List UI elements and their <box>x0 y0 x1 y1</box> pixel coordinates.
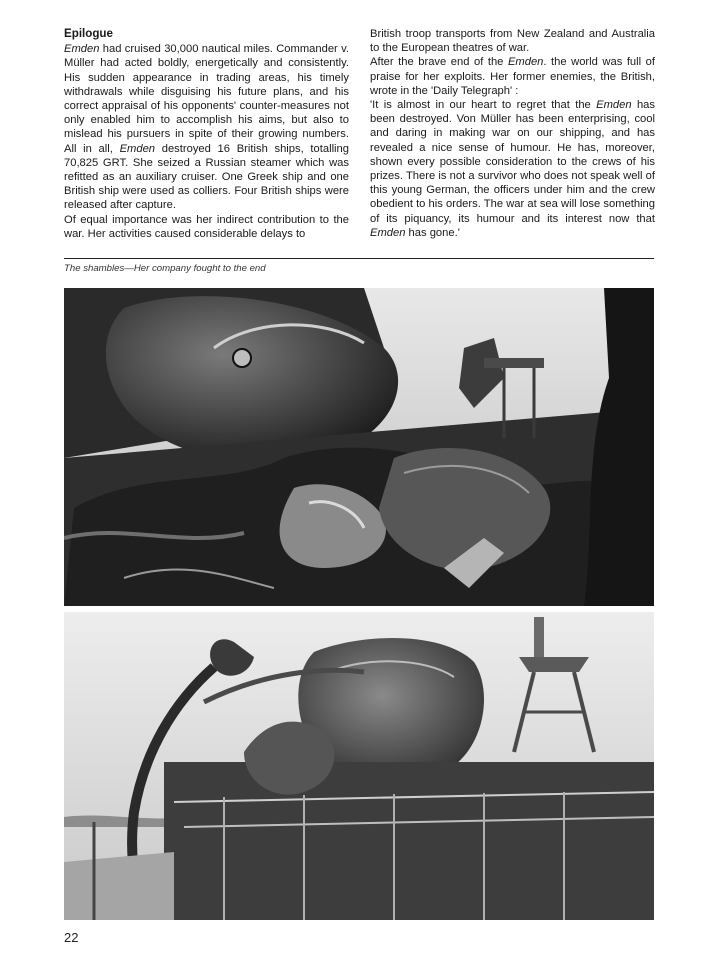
wreckage-photo-bottom <box>64 612 654 920</box>
text-columns <box>64 27 654 255</box>
text-run: destroyed 16 British ships, totalling 70,825 GRT. She seized a Russian steamer which was refitted as an auxiliary cruiser. One Greek ship and one British ship were used as colliers. Four British ships were released after capture. <box>64 142 349 212</box>
text-run: had cruised 30,000 nautical miles. Commander v. Müller had acted boldly, energetically and consistently. His sudden appearance in trading areas, his timely withdrawals while disguising his future plans, and his correct appraisal of his opponents' counter-measures not only enabled him to accomplish his aims, but also to mislead his pursuers in spite of their growing numbers. All in all, <box>64 43 349 155</box>
right-column-body <box>370 27 655 240</box>
wreckage-photo-bottom-image <box>64 612 654 920</box>
ship-name-italic: Emden <box>507 56 544 69</box>
caption-divider <box>64 258 654 259</box>
wreckage-photo-top-image <box>64 288 654 606</box>
paragraph <box>64 42 349 212</box>
left-column-body <box>64 42 349 241</box>
paragraph <box>370 98 655 240</box>
text-run: After the brave end of the <box>370 56 508 69</box>
ship-name-italic: Emden <box>64 43 100 56</box>
ship-name-italic: Emden <box>596 99 632 112</box>
text-run: British troop transports from New Zealand and Australia to the European theatres of war. <box>370 28 655 55</box>
paragraph <box>64 213 349 241</box>
paragraph <box>370 27 655 55</box>
right-column <box>370 27 655 240</box>
text-run: has gone.' <box>405 226 460 239</box>
left-column <box>64 27 349 241</box>
section-heading: Epilogue <box>64 27 113 40</box>
wreckage-photo-top <box>64 288 654 606</box>
ship-name-italic: Emden <box>370 226 406 239</box>
ship-name-italic: Emden <box>119 142 156 155</box>
text-run: . the world was full of praise for her exploits. Her former enemies, the British, wrote in the 'Daily Telegraph' : <box>370 56 655 97</box>
page-number: 22 <box>64 930 79 945</box>
photo-caption: The shambles—Her company fought to the end <box>64 263 266 274</box>
text-run: has been destroyed. Von Müller has been enterprising, cool and daring in making war on our shipping, and has revealed a nice sense of humour. He has, moreover, shown every possible consideration to the crews of his prizes. There is not a survivor who does not speak well of this young German, the officers under him and the crew obedient to his orders. The war at sea will lose something of its piquancy, its humour and its interest now that <box>370 99 655 225</box>
paragraph <box>370 55 655 98</box>
text-run: Of equal importance was her indirect contribution to the war. Her activities caused considerable delays to <box>64 213 349 240</box>
text-run: 'It is almost in our heart to regret that the <box>370 99 597 112</box>
